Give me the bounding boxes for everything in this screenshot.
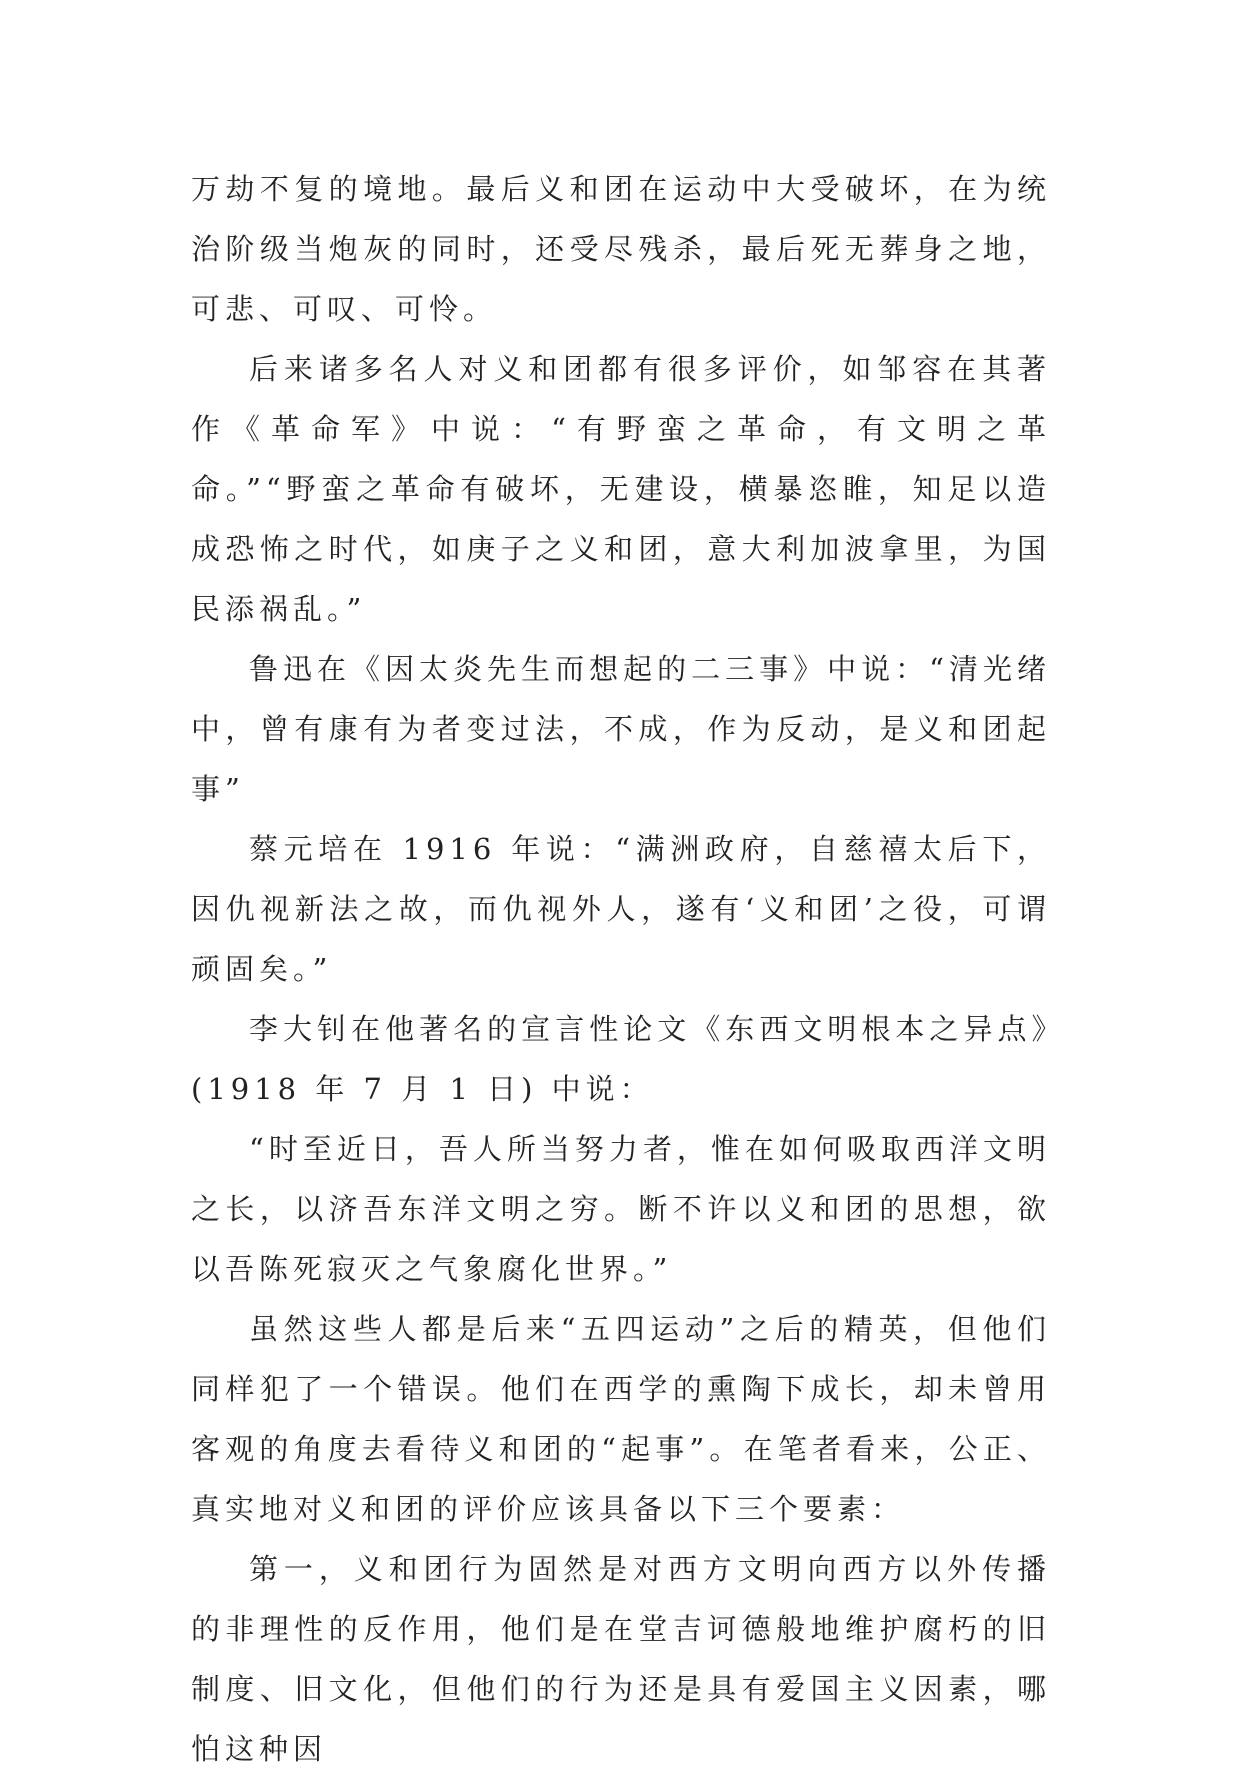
paragraph-first-element: 第一，义和团行为固然是对西方文明向西方以外传播的非理性的反作用，他们是在堂吉诃德般地维护腐朽的旧制度、旧文化，但他们的行为还是具有爱国主义因素，哪怕这种因 (191, 1552, 1051, 1766)
paragraph-lu-xun: 鲁迅在《因太炎先生而想起的二三事》中说：“清光绪中，曾有康有为者变过法，不成，作为反动，是义和团起事” (191, 652, 1051, 806)
paragraph-li-dazhao: 李大钊在他著名的宣言性论文《东西文明根本之异点》(1918 年 7 月 1 日) 中说： (191, 1012, 1051, 1106)
paragraph-zou-rong: 后来诸多名人对义和团都有很多评价，如邹容在其著作《革命军》中说：“有野蛮之革命，有文明之革命。”“野蛮之革命有破坏，无建设，横暴恣睢，知足以造成恐怖之时代，如庚子之义和团，意大利加波拿里，为国民添祸乱。” (191, 352, 1051, 626)
paragraph-continuation: 万劫不复的境地。最后义和团在运动中大受破坏，在为统治阶级当炮灰的同时，还受尽残杀，最后死无葬身之地，可悲、可叹、可怜。 (191, 172, 1051, 326)
document-page (191, 159, 1051, 1779)
paragraph-critique: 虽然这些人都是后来“五四运动”之后的精英，但他们同样犯了一个错误。他们在西学的熏陶下成长，却未曾用客观的角度去看待义和团的“起事”。在笔者看来，公正、真实地对义和团的评价应该具备以下三个要素： (191, 1312, 1051, 1526)
paragraph-cai-yuanpei: 蔡元培在 1916 年说：“满洲政府，自慈禧太后下，因仇视新法之故，而仇视外人，遂有‘义和团’之役，可谓顽固矣。” (191, 832, 1051, 986)
paragraph-li-dazhao-quote: “时至近日，吾人所当努力者，惟在如何吸取西洋文明之长，以济吾东洋文明之穷。断不许以义和团的思想，欲以吾陈死寂灭之气象腐化世界。” (191, 1132, 1051, 1286)
